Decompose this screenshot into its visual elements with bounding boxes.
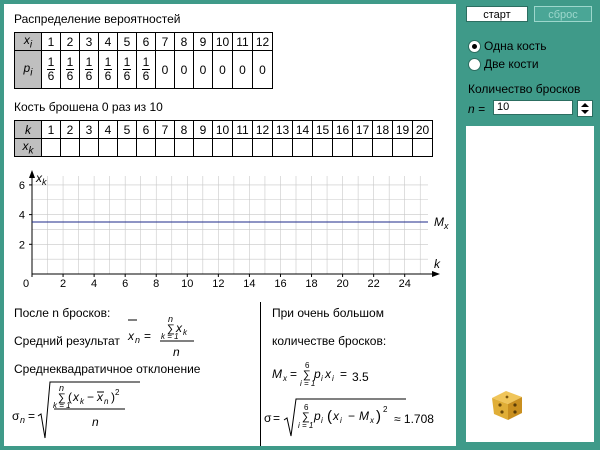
x-axis-arrow [432,271,440,277]
svg-text:i: i [321,374,323,383]
throw-k-cell: 20 [413,121,433,139]
x-tick-label: 0 [22,278,30,288]
x-label: x [23,33,30,47]
svg-text:i = 1: i = 1 [298,421,314,430]
x-tick-label: 8 [153,278,160,288]
throw-k-cell: 4 [99,121,118,139]
dist-p-cell: $\frac{1}{6}$ [80,51,99,89]
throw-x-cell [156,139,175,157]
xk-sub: k [28,145,34,157]
throw-k-cell: 3 [80,121,99,139]
main-panel [4,4,456,446]
throw-x-cell [333,139,353,157]
svg-text:n: n [20,415,26,425]
after-n-text: После n бросков: [14,306,111,320]
mean-label-sub: x [444,221,449,232]
p-header-cell [15,51,42,89]
xk-header-cell [15,139,42,157]
radio-two-label: Две кости [484,57,539,71]
large-throws-line2: количестве бросков: [272,334,387,348]
std-formula [10,380,145,442]
throw-x-cell [313,139,333,157]
k-label: k [25,122,31,137]
svg-text:−: − [348,409,356,423]
dist-p-cell: $\frac{1}{6}$ [99,51,118,89]
throw-k-cell: 11 [233,121,253,139]
dist-x-cell: 1 [42,33,61,51]
throws-table [14,120,433,157]
svg-text:n: n [92,415,99,429]
svg-text:∑: ∑ [58,392,66,404]
throw-x-cell [373,139,393,157]
throw-k-cell: 2 [61,121,80,139]
svg-text:M: M [272,367,282,381]
svg-text:): ) [376,408,381,425]
dist-x-cell: 3 [80,33,99,51]
svg-text:=: = [290,367,298,381]
svg-text:i: i [321,416,323,425]
throw-x-cell [353,139,373,157]
svg-text:n: n [168,314,174,324]
p-label: p [23,61,31,76]
svg-text:x: x [176,321,182,335]
dist-x-cell: 12 [253,33,273,51]
throw-k-cell: 13 [273,121,293,139]
throw-x-cell [175,139,194,157]
throw-k-cell: 1 [42,121,61,139]
x-header-cell [15,33,42,51]
throw-x-cell [233,139,253,157]
throw-k-cell: 12 [253,121,273,139]
distribution-title: Распределение вероятностей [14,12,181,26]
dist-x-cell: 8 [175,33,194,51]
throw-k-cell: 6 [137,121,156,139]
dist-x-cell: 9 [194,33,213,51]
svg-text:x: x [128,329,134,343]
y-axis-label: $x_k$ [36,171,47,187]
throw-k-cell: 19 [393,121,413,139]
svg-text:k = 1: k = 1 [161,332,179,341]
throw-x-cell [61,139,80,157]
dist-x-cell: 5 [118,33,137,51]
svg-text:x: x [283,374,287,383]
svg-text:k: k [80,397,84,406]
svg-text:k = 1: k = 1 [53,401,71,410]
throw-k-cell: 9 [194,121,213,139]
n-label: n = [468,102,486,116]
svg-text:σ: σ [264,411,272,425]
k-header-cell [15,121,42,139]
throw-status: Кость брошена 0 раз из 10 [14,100,163,114]
svg-text:−: − [87,390,95,404]
svg-text:i = 1: i = 1 [300,379,316,388]
svg-text:i: i [340,416,342,425]
chart-grid [32,176,428,274]
svg-text:=: = [340,367,348,381]
throw-x-cell [293,139,313,157]
dist-x-cell: 10 [213,33,233,51]
svg-text:2: 2 [383,405,388,414]
throw-x-cell [42,139,61,157]
throw-k-cell: 8 [175,121,194,139]
throw-k-cell: 10 [213,121,233,139]
svg-text:∑: ∑ [167,323,175,335]
xk-label: x [22,139,29,153]
spin-up-icon[interactable] [581,103,589,107]
mx-value: 3.5 [352,370,369,384]
mean-label: $M_x$ [434,215,449,232]
sigma-value: ≈ 1.708 [394,412,434,426]
svg-text:n: n [59,383,65,393]
x-tick-label: 10 [181,278,194,288]
svg-text:n: n [173,345,180,359]
x-tick-label: 14 [243,278,256,288]
svg-text:x: x [325,367,331,381]
dist-x-cell: 2 [61,33,80,51]
dist-p-cell: $\frac{1}{6}$ [118,51,137,89]
throws-count-title: Количество бросков [468,82,581,96]
x-tick-label: 12 [212,278,225,288]
dist-p-cell: $\frac{1}{6}$ [42,51,61,89]
throws-count-input[interactable]: 10 [493,100,573,115]
svg-text:p: p [314,367,321,381]
svg-text:∑: ∑ [302,411,310,423]
mx-formula [272,360,392,390]
x-tick-label: 20 [336,278,349,288]
svg-text:2: 2 [115,388,120,397]
x-tick-label: 4 [91,278,98,288]
radio-one-die[interactable] [468,40,481,53]
dist-x-cell: 4 [99,33,118,51]
throw-k-cell: 15 [313,121,333,139]
dist-p-cell: 0 [233,51,253,89]
svg-text:x: x [370,416,374,425]
y-tick-label: 2 [18,239,25,252]
dist-p-cell: 0 [156,51,175,89]
svg-text:n: n [135,335,141,345]
svg-text:=: = [28,409,36,423]
avg-result-label: Средний результат [14,334,120,348]
results-chart [4,168,456,288]
dist-p-cell: $\frac{1}{6}$ [61,51,80,89]
large-throws-line1: При очень большом [272,306,384,320]
throws-count-spinner[interactable] [577,100,593,117]
dist-p-cell: 0 [175,51,194,89]
chart-axes [29,170,440,277]
std-title: Среднеквадратичное отклонение [14,362,201,376]
throw-k-cell: 16 [333,121,353,139]
x-tick-label: 6 [122,278,129,288]
dice-icon [488,386,528,426]
svg-text:x: x [73,390,79,404]
y-axis-label-sub: k [42,177,47,187]
svg-text:p: p [314,409,321,423]
svg-text:x: x [333,409,339,423]
x-tick-label: 24 [398,278,411,288]
dist-x-cell: 11 [233,33,253,51]
throw-x-cell [118,139,137,157]
throw-x-cell [80,139,99,157]
y-tick-label: 4 [18,209,25,222]
throw-x-cell [137,139,156,157]
svg-text:6: 6 [305,361,310,370]
svg-text:(: ( [327,408,332,425]
radio-one-label: Одна кость [484,39,547,53]
sigma-formula [260,396,410,440]
x-axis-label: k [434,257,440,271]
svg-text:σ: σ [12,409,20,423]
throw-x-cell [213,139,233,157]
svg-text:6: 6 [304,403,309,412]
throw-x-cell [253,139,273,157]
throw-k-cell: 17 [353,121,373,139]
dist-p-cell: 0 [194,51,213,89]
x-tick-label: 22 [367,278,380,288]
throw-x-cell [413,139,433,157]
dist-p-cell: $\frac{1}{6}$ [137,51,156,89]
start-button[interactable]: старт [466,6,528,22]
svg-text:(: ( [68,390,72,404]
dist-p-cell: 0 [253,51,273,89]
chart-ticks [19,180,411,288]
x-tick-label: 16 [274,278,287,288]
throw-k-cell: 18 [373,121,393,139]
svg-text:n: n [104,397,109,406]
throw-k-cell: 7 [156,121,175,139]
svg-text:i: i [332,374,334,383]
y-tick-label: 6 [18,179,25,192]
svg-text:M: M [359,409,369,423]
svg-text:=: = [273,411,281,425]
distribution-table [14,32,273,89]
svg-text:k: k [183,328,187,337]
mean-formula [122,314,252,362]
x-tick-label: 18 [305,278,318,288]
dist-x-cell: 7 [156,33,175,51]
dist-p-cell: 0 [213,51,233,89]
spin-down-icon[interactable] [581,110,589,114]
dice-area [466,126,594,442]
svg-text:x: x [97,390,103,404]
p-sub: i [30,67,33,79]
throw-x-cell [273,139,293,157]
svg-text:∑: ∑ [303,369,311,381]
throw-k-cell: 14 [293,121,313,139]
throw-x-cell [194,139,213,157]
throw-x-cell [99,139,118,157]
svg-text:=: = [144,329,152,343]
svg-text:): ) [111,390,115,404]
y-axis-arrow [29,170,35,178]
radio-two-dice[interactable] [468,58,481,71]
throw-x-cell [393,139,413,157]
reset-button[interactable]: сброс [534,6,592,22]
x-tick-label: 2 [59,278,67,288]
throw-k-cell: 5 [118,121,137,139]
dist-x-cell: 6 [137,33,156,51]
x-sub: i [29,39,33,51]
control-panel [460,4,596,446]
